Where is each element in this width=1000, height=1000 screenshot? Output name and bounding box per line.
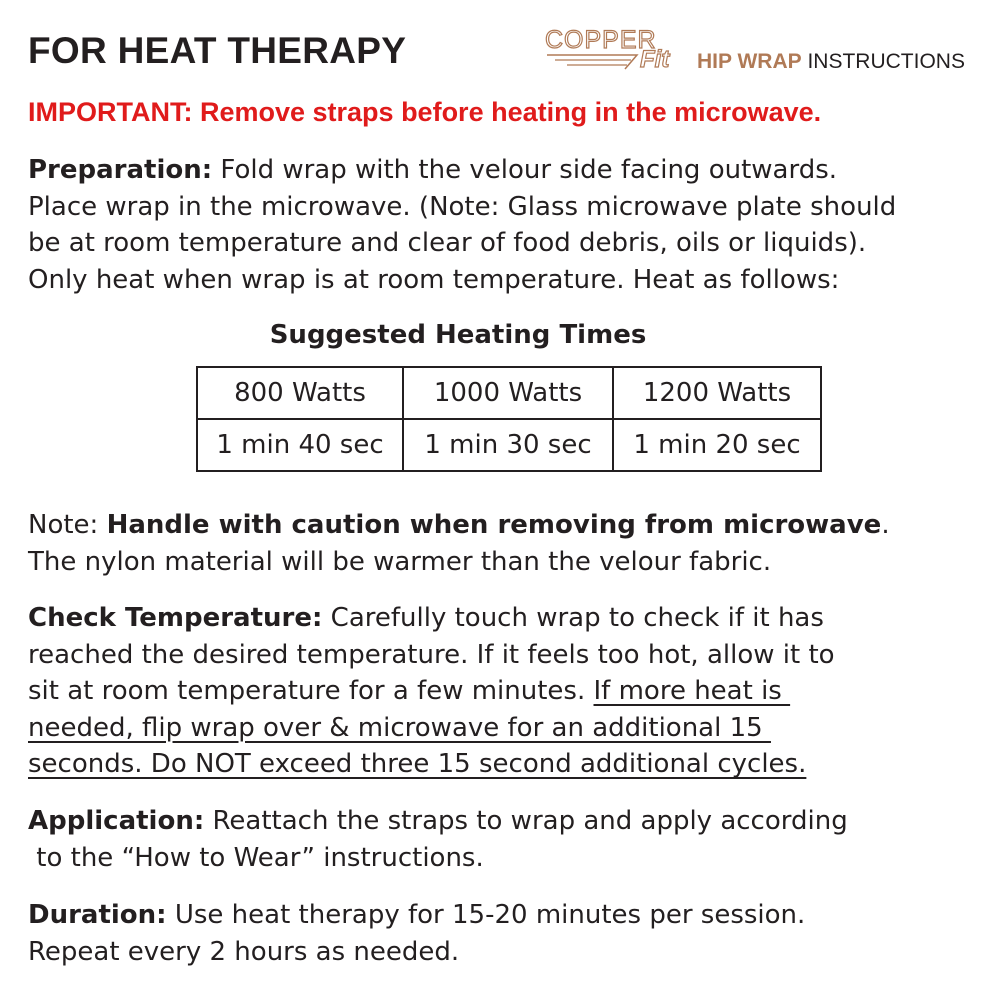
preparation-section — [28, 152, 896, 298]
duration-line: Use heat therapy for 15-20 minutes per session. — [166, 900, 806, 930]
preparation-line: Fold wrap with the velour side facing outwards. — [212, 155, 838, 185]
logo-swoosh-icon — [545, 52, 645, 72]
duration-heading: Duration: — [28, 900, 167, 930]
underlined-instruction: needed, flip wrap over & microwave for an additional 15 — [28, 712, 771, 743]
check-temperature-heading: Check Temperature: — [28, 603, 323, 633]
caution-bold-text: Handle with caution when removing from microwave — [106, 510, 882, 540]
table-header-cell: 1200 Watts — [613, 367, 821, 419]
duration-line: Repeat every 2 hours as needed. — [28, 936, 460, 967]
preparation-line: be at room temperature and clear of food debris, oils or liquids). — [28, 228, 867, 258]
caution-section — [28, 507, 890, 580]
caution-prefix: Note: — [28, 510, 107, 540]
check-temperature-section — [28, 600, 835, 783]
document-label — [697, 50, 965, 74]
important-warning: IMPORTANT: Remove straps before heating in the microwave. — [28, 97, 822, 127]
underlined-instruction: If more heat is — [593, 676, 791, 706]
table-cell: 1 min 40 sec — [197, 419, 403, 471]
product-name: HIP WRAP — [697, 50, 802, 73]
copper-fit-logo — [545, 26, 695, 78]
duration-section — [28, 897, 805, 970]
table-row — [197, 367, 821, 419]
table-header-cell: 800 Watts — [197, 367, 403, 419]
logo-copper-text: COPPER — [545, 26, 657, 54]
preparation-heading: Preparation: — [28, 155, 213, 185]
table-header-cell: 1000 Watts — [403, 367, 613, 419]
table-cell: 1 min 20 sec — [613, 419, 821, 471]
application-line: to the “How to Wear” instructions. — [28, 842, 484, 873]
underlined-instruction: seconds. Do NOT exceed three 15 second additional cycles. — [28, 749, 807, 779]
table-cell: 1 min 30 sec — [403, 419, 613, 471]
application-section — [28, 803, 848, 876]
check-temperature-line: Carefully touch wrap to check if it has — [322, 603, 824, 633]
logo-fit-text: Fit — [640, 46, 670, 73]
preparation-line: Only heat when wrap is at room temperature. Heat as follows: — [28, 264, 840, 295]
heating-times-table — [196, 366, 822, 472]
heating-table-title: Suggested Heating Times — [269, 320, 647, 350]
caution-suffix: . — [881, 510, 890, 540]
check-temperature-line: reached the desired temperature. If it feels too hot, allow it to — [28, 639, 835, 670]
page-title: FOR HEAT THERAPY — [28, 30, 407, 71]
document-type: INSTRUCTIONS — [807, 50, 965, 73]
table-row — [197, 419, 821, 471]
check-temperature-line: sit at room temperature for a few minutes. — [28, 676, 594, 706]
application-heading: Application: — [28, 806, 205, 836]
caution-line: The nylon material will be warmer than the velour fabric. — [28, 546, 772, 577]
preparation-line: Place wrap in the microwave. (Note: Glass microwave plate should — [28, 191, 897, 222]
application-line: Reattach the straps to wrap and apply according — [204, 806, 848, 836]
